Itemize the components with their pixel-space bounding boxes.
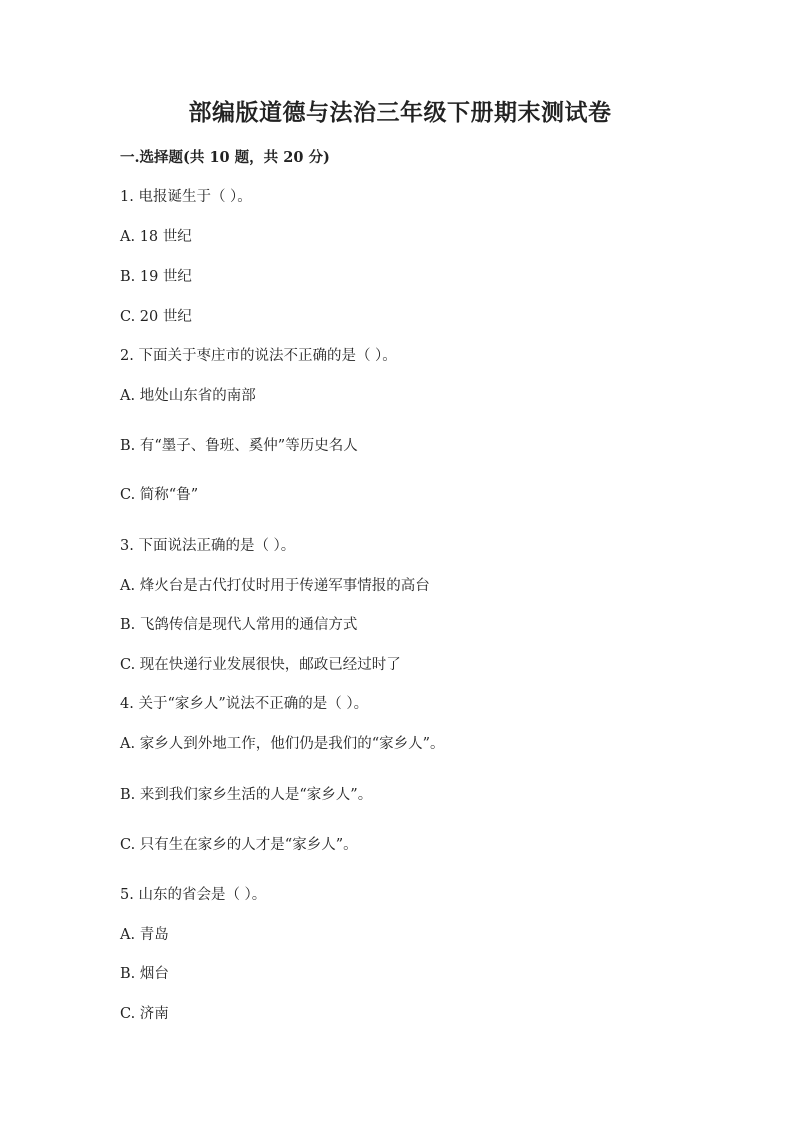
question-2-option-a: A. 地处山东省的南部 xyxy=(120,388,256,404)
question-5-option-c: C. 济南 xyxy=(120,1006,169,1022)
question-4-option-c: C. 只有生在家乡的人才是“家乡人”。 xyxy=(120,837,358,853)
question-4-stem: 4. 关于“家乡人”说法不正确的是（ ）。 xyxy=(120,696,369,712)
question-3-option-a: A. 烽火台是古代打仗时用于传递军事情报的高台 xyxy=(120,578,430,594)
page-title: 部编版道德与法治三年级下册期末测试卷 xyxy=(188,99,612,126)
question-3-stem: 3. 下面说法正确的是（ ）。 xyxy=(120,538,296,554)
question-1-stem: 1. 电报诞生于（ ）。 xyxy=(120,189,252,205)
question-5-option-b: B. 烟台 xyxy=(120,966,169,982)
question-4-option-a: A. 家乡人到外地工作，他们仍是我们的“家乡人”。 xyxy=(120,736,445,752)
question-1-option-c: C. 20 世纪 xyxy=(120,309,192,325)
question-2-option-c: C. 简称“鲁” xyxy=(120,487,199,503)
question-3-option-b: B. 飞鸽传信是现代人常用的通信方式 xyxy=(120,617,358,633)
question-4-option-b: B. 来到我们家乡生活的人是“家乡人”。 xyxy=(120,787,373,803)
question-2-stem: 2. 下面关于枣庄市的说法不正确的是（ ）。 xyxy=(120,348,397,364)
question-2-option-b: B. 有“墨子、鲁班、奚仲”等历史名人 xyxy=(120,438,358,454)
question-1-option-a: A. 18 世纪 xyxy=(120,229,192,245)
question-1-option-b: B. 19 世纪 xyxy=(120,269,192,285)
section-heading: 一.选择题(共 10 题，共 20 分) xyxy=(120,149,330,166)
question-5-stem: 5. 山东的省会是（ ）。 xyxy=(120,887,267,903)
question-3-option-c: C. 现在快递行业发展很快，邮政已经过时了 xyxy=(120,657,401,673)
question-5-option-a: A. 青岛 xyxy=(120,927,169,943)
